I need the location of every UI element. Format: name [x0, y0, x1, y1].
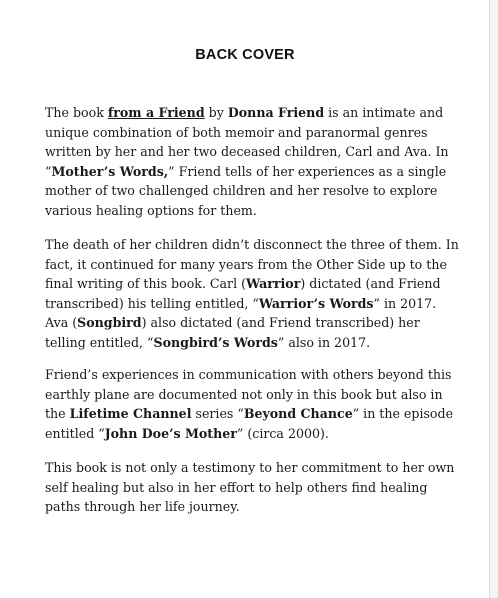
songbird-name: Songbird [77, 315, 142, 330]
songbirds-words-title: Songbird’s Words [153, 334, 278, 350]
paragraph-experiences [45, 365, 460, 443]
author-name: Donna Friend [227, 105, 325, 120]
text-span: by [204, 105, 228, 120]
text-span: ” also in 2017. [277, 334, 371, 350]
text-span: series “ [191, 406, 244, 421]
series-title: Beyond Chance [243, 406, 353, 421]
paragraph-children [45, 235, 460, 352]
page-title: BACK COVER [195, 47, 295, 63]
text-span: ” Friend tells of her experiences as a single mother of two challenged children and her resolve to explore various healing options for them. [45, 163, 447, 218]
text-span: ” in the episode entitled “ [45, 406, 454, 441]
text-span: The book [45, 105, 108, 120]
text-span: is an intimate and unique combination of both memoir and paranormal genres written by her and her two deceased children, Carl and Ava. In “ [45, 105, 449, 179]
episode-title: John Doe’s Mother [104, 425, 237, 441]
text-span: ) also dictated (and Friend transcribed) her telling entitled, “ [45, 315, 420, 350]
mothers-words-title: Mother’s Words, [51, 163, 169, 179]
warrior-name: Warrior [246, 276, 301, 291]
channel-name: Lifetime Channel [69, 406, 192, 421]
paragraph-intro [45, 103, 460, 220]
page-edge [489, 0, 498, 598]
book-title: from a Friend [107, 105, 205, 120]
text-span: ” (circa 2000). [236, 425, 329, 441]
text-span: The death of her children didn’t disconnect the three of them. In fact, it continued for many years from the Other Side up to the final writing of this book. Carl ( [45, 237, 459, 291]
paragraph-testimony: This book is not only a testimony to her commitment to her own self healing but also in her effort to help others find healing paths through her life journey. [45, 460, 455, 514]
warriors-words-title: Warrior’s Words [258, 295, 374, 311]
text-span: ” in 2017. Ava ( [45, 295, 437, 330]
text-span: ) dictated (and Friend transcribed) his telling entitled, “ [45, 276, 441, 311]
text-span: Friend’s experiences in communication with others beyond this earthly plane are documented not only in this book but also in the [45, 367, 452, 421]
